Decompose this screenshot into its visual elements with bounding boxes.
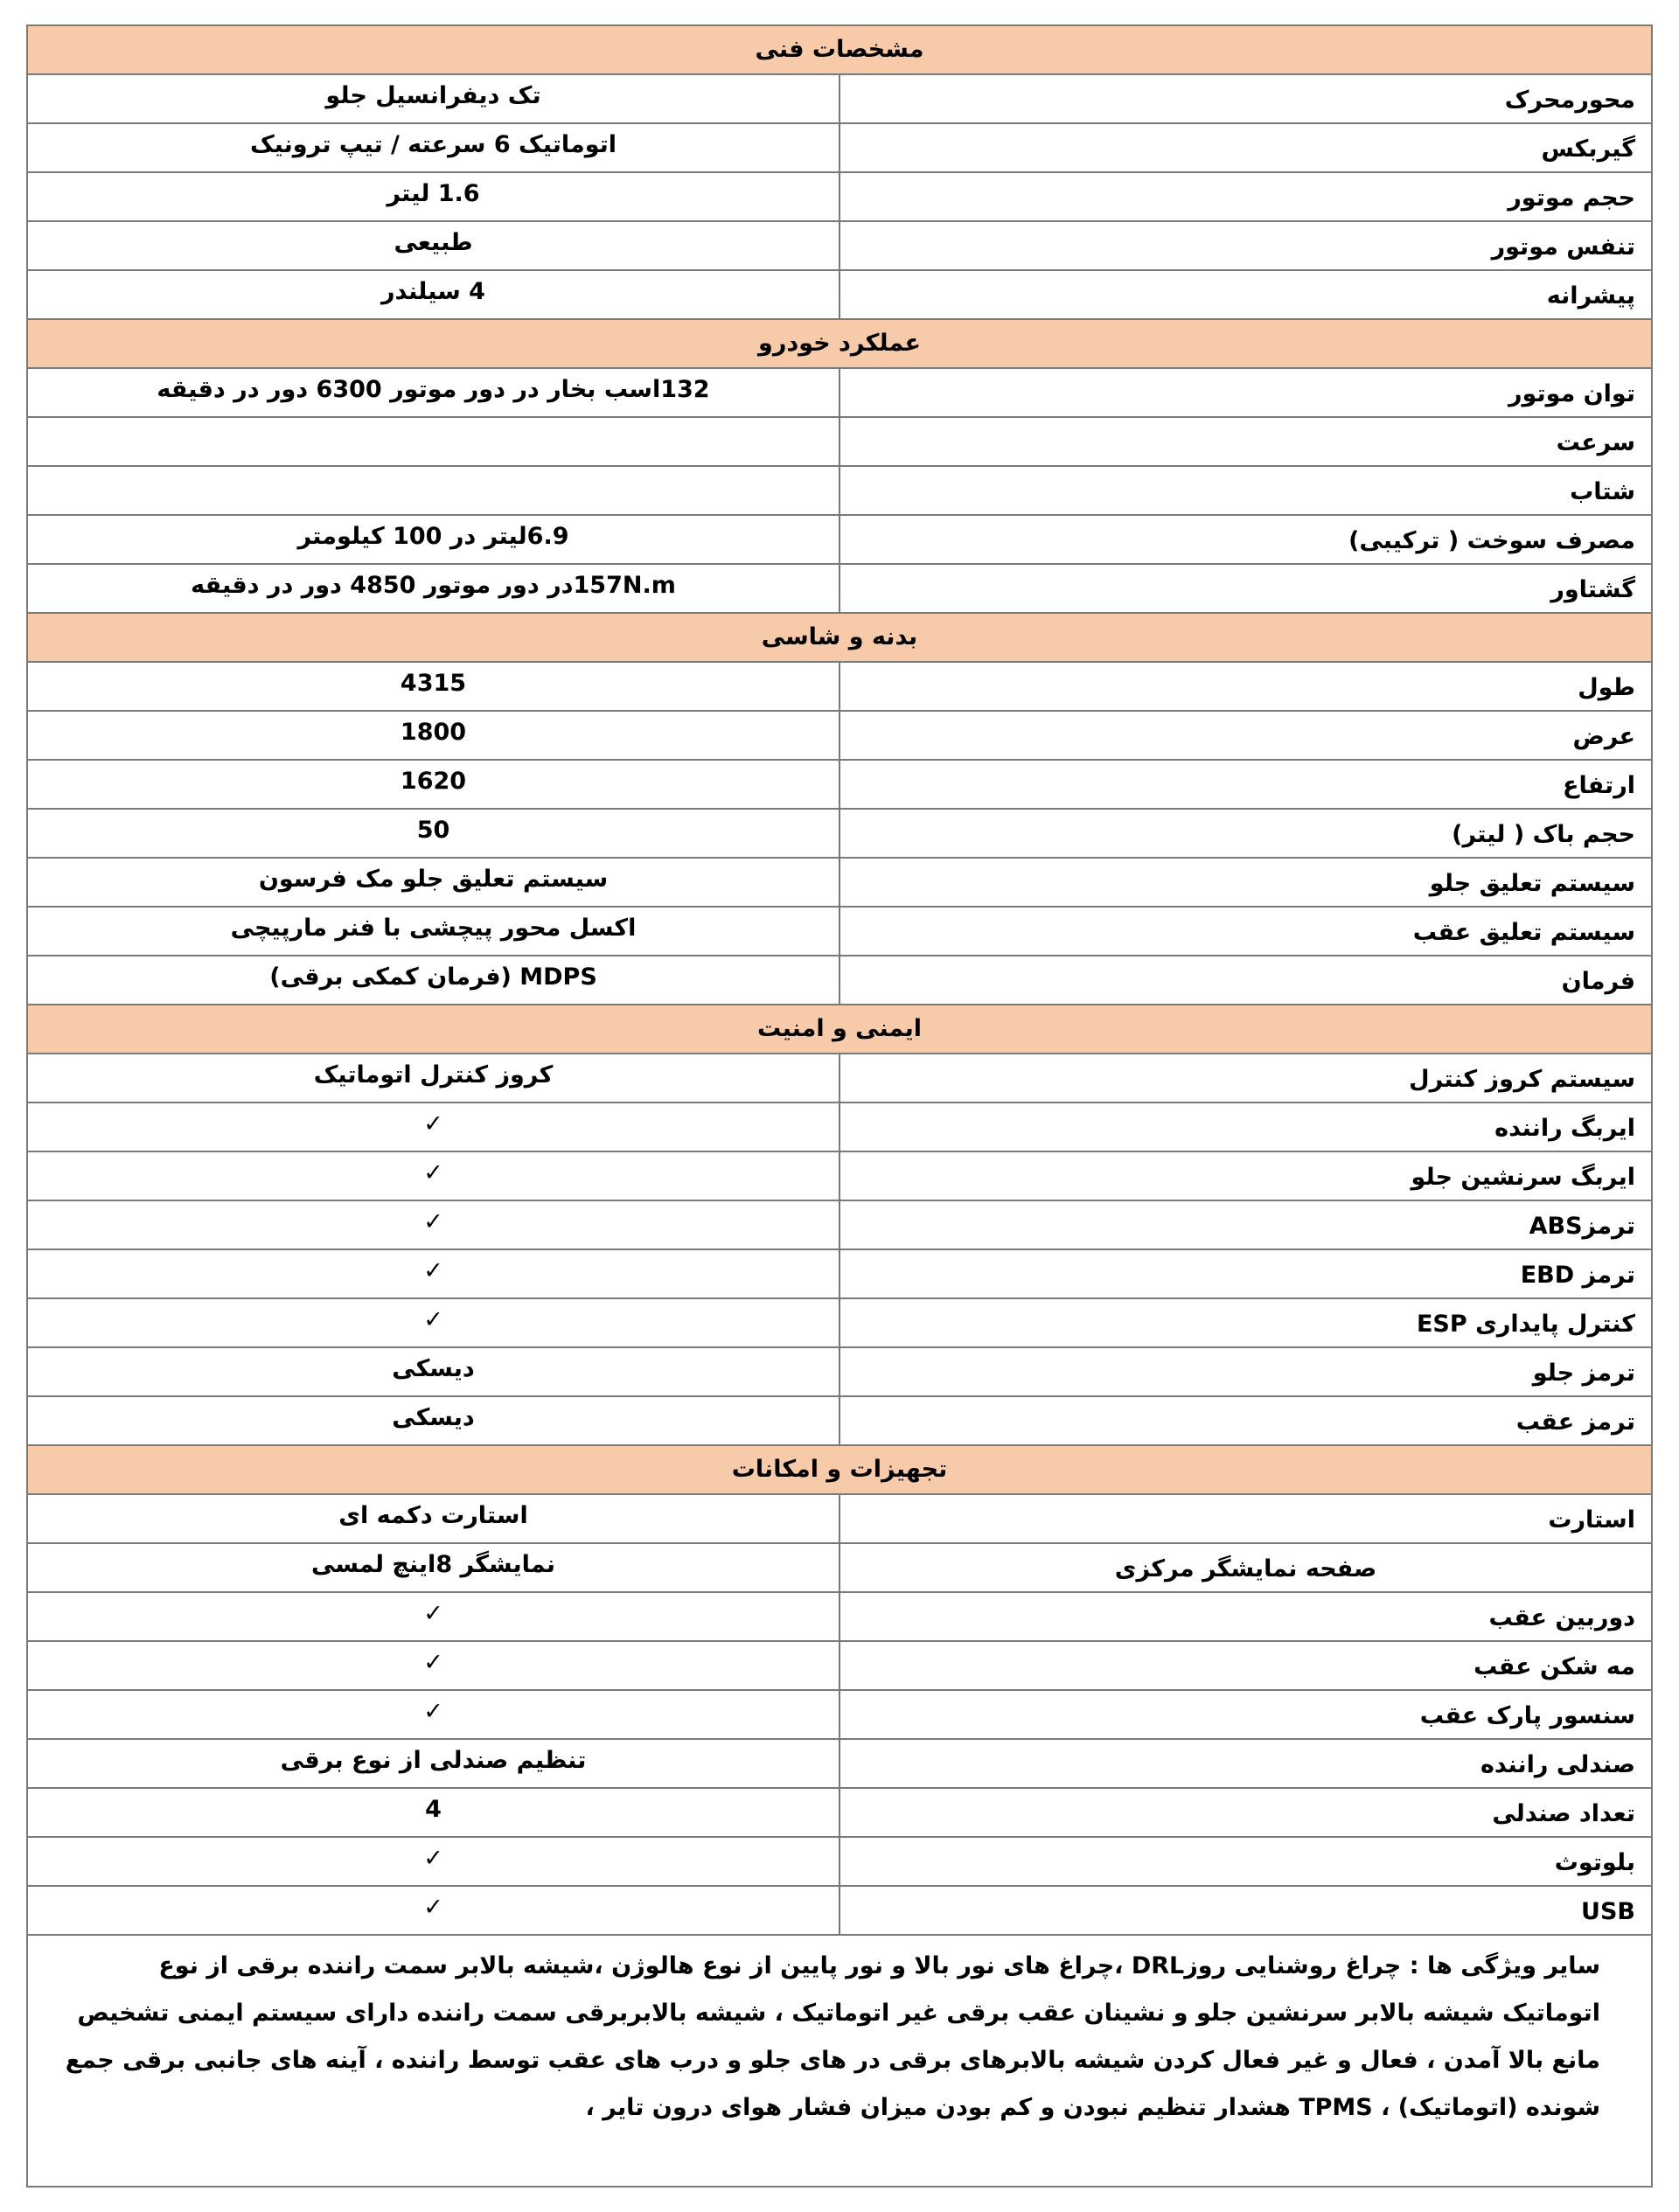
section-header-row xyxy=(27,613,1652,662)
spec-label: تعداد صندلی xyxy=(840,1788,1652,1837)
spec-row xyxy=(27,1494,1652,1543)
spec-row xyxy=(27,1347,1652,1396)
spec-row xyxy=(27,221,1652,270)
checkmark-icon: ✓ xyxy=(27,1837,840,1886)
spec-label: مصرف سوخت ( ترکیبی) xyxy=(840,515,1652,564)
spec-row xyxy=(27,515,1652,564)
spec-label: محورمحرک xyxy=(840,74,1652,123)
spec-value: 1620 xyxy=(27,760,840,809)
spec-label: توان موتور xyxy=(840,368,1652,417)
spec-label: مه شکن عقب xyxy=(840,1641,1652,1690)
spec-row xyxy=(27,662,1652,711)
spec-row xyxy=(27,1200,1652,1249)
spec-label: سیستم تعلیق عقب xyxy=(840,907,1652,956)
section-title: تجهیزات و امکانات xyxy=(27,1445,1652,1494)
spec-row xyxy=(27,564,1652,613)
section-title: ایمنی و امنیت xyxy=(27,1005,1652,1054)
section-header-row xyxy=(27,319,1652,368)
spec-row xyxy=(27,1298,1652,1347)
spec-row xyxy=(27,1739,1652,1788)
spec-label: دوربین عقب xyxy=(840,1592,1652,1641)
spec-label: پیشرانه xyxy=(840,270,1652,319)
spec-value: تنظیم صندلی از نوع برقی xyxy=(27,1739,840,1788)
spec-label: صندلی راننده xyxy=(840,1739,1652,1788)
spec-row xyxy=(27,1103,1652,1151)
spec-label: ترمزABS xyxy=(840,1200,1652,1249)
spec-row xyxy=(27,1543,1652,1592)
spec-value: 4 xyxy=(27,1788,840,1837)
spec-row xyxy=(27,809,1652,858)
spec-value xyxy=(27,417,840,466)
spec-value: 1800 xyxy=(27,711,840,760)
checkmark-icon: ✓ xyxy=(27,1641,840,1690)
spec-row xyxy=(27,907,1652,956)
spec-value: دیسکی xyxy=(27,1396,840,1445)
section-header-row xyxy=(27,25,1652,74)
spec-label: فرمان xyxy=(840,956,1652,1005)
spec-row xyxy=(27,417,1652,466)
spec-row xyxy=(27,1641,1652,1690)
spec-label: ترمز عقب xyxy=(840,1396,1652,1445)
spec-value: 4 سیلندر xyxy=(27,270,840,319)
spec-value: دیسکی xyxy=(27,1347,840,1396)
spec-value: تک دیفرانسیل جلو xyxy=(27,74,840,123)
spec-value: استارت دکمه ای xyxy=(27,1494,840,1543)
spec-row xyxy=(27,956,1652,1005)
spec-label: تنفس موتور xyxy=(840,221,1652,270)
checkmark-icon: ✓ xyxy=(27,1103,840,1151)
spec-label: سیستم تعلیق جلو xyxy=(840,858,1652,907)
spec-label: ترمز جلو xyxy=(840,1347,1652,1396)
spec-label: عرض xyxy=(840,711,1652,760)
spec-row xyxy=(27,172,1652,221)
spec-label: ارتفاع xyxy=(840,760,1652,809)
spec-label: طول xyxy=(840,662,1652,711)
spec-row xyxy=(27,1690,1652,1739)
spec-row xyxy=(27,760,1652,809)
checkmark-icon: ✓ xyxy=(27,1592,840,1641)
spec-value: 4315 xyxy=(27,662,840,711)
checkmark-icon: ✓ xyxy=(27,1249,840,1298)
spec-value: 132اسب بخار در دور موتور 6300 دور در دقیقه xyxy=(27,368,840,417)
spec-label: ترمز EBD xyxy=(840,1249,1652,1298)
spec-value: سیستم تعلیق جلو مک فرسون xyxy=(27,858,840,907)
spec-row xyxy=(27,466,1652,515)
spec-row xyxy=(27,123,1652,172)
spec-row xyxy=(27,1249,1652,1298)
spec-label: سیستم کروز کنترل xyxy=(840,1054,1652,1103)
spec-label: گشتاور xyxy=(840,564,1652,613)
notes-row xyxy=(27,1935,1652,2187)
spec-value xyxy=(27,466,840,515)
spec-value: 50 xyxy=(27,809,840,858)
other-features-notes: سایر ویژگی ها : چراغ روشنایی روزDRL ،چراغ های نور بالا و نور پایین از نوع هالوژن ،شیشه بالابر سمت راننده برقی از نوع اتوماتیک شیشه بالابر سرنشین جلو و نشینان عقب برقی غیر اتوماتیک ، شیشه بالابربرقی سمت راننده دارای سیستم ایمنی تشخیص مانع بالا آمدن ، فعال و غیر فعال کردن شیشه بالابرهای برقی در های جلو و درب های عقب توسط راننده ، آینه های جانبی برقی جمع شونده (اتوماتیک) ، TPMS هشدار تنظیم نبودن و کم بودن میزان فشار هوای درون تایر ، xyxy=(27,1935,1652,2187)
spec-row xyxy=(27,74,1652,123)
spec-row xyxy=(27,1837,1652,1886)
spec-value: 157N.mدر دور موتور 4850 دور در دقیقه xyxy=(27,564,840,613)
spec-label: حجم موتور xyxy=(840,172,1652,221)
spec-value: اتوماتیک 6 سرعته / تیپ ترونیک xyxy=(27,123,840,172)
checkmark-icon: ✓ xyxy=(27,1298,840,1347)
spec-row xyxy=(27,1788,1652,1837)
spec-value: نمایشگر 8اینچ لمسی xyxy=(27,1543,840,1592)
section-header-row xyxy=(27,1005,1652,1054)
checkmark-icon: ✓ xyxy=(27,1200,840,1249)
spec-row xyxy=(27,368,1652,417)
spec-value: کروز کنترل اتوماتیک xyxy=(27,1054,840,1103)
spec-label: شتاب xyxy=(840,466,1652,515)
checkmark-icon: ✓ xyxy=(27,1151,840,1200)
spec-value: MDPS (فرمان کمکی برقی) xyxy=(27,956,840,1005)
spec-row xyxy=(27,1054,1652,1103)
spec-label: USB xyxy=(840,1886,1652,1935)
spec-row xyxy=(27,1396,1652,1445)
spec-value: طبیعی xyxy=(27,221,840,270)
section-header-row xyxy=(27,1445,1652,1494)
specs-sheet xyxy=(26,24,1653,2188)
spec-label: ایربگ سرنشین جلو xyxy=(840,1151,1652,1200)
spec-label: صفحه نمایشگر مرکزی xyxy=(840,1543,1652,1592)
section-title: عملکرد خودرو xyxy=(27,319,1652,368)
specs-table xyxy=(26,24,1653,2188)
section-title: بدنه و شاسی xyxy=(27,613,1652,662)
spec-row xyxy=(27,1151,1652,1200)
spec-label: کنترل پایداری ESP xyxy=(840,1298,1652,1347)
spec-label: حجم باک ( لیتر) xyxy=(840,809,1652,858)
spec-label: ایربگ راننده xyxy=(840,1103,1652,1151)
spec-value: اکسل محور پیچشی با فنر مارپیچی xyxy=(27,907,840,956)
spec-label: سرعت xyxy=(840,417,1652,466)
spec-row xyxy=(27,1592,1652,1641)
specs-table-body xyxy=(27,25,1652,2187)
section-title: مشخصات فنی xyxy=(27,25,1652,74)
spec-label: استارت xyxy=(840,1494,1652,1543)
checkmark-icon: ✓ xyxy=(27,1886,840,1935)
spec-row xyxy=(27,270,1652,319)
spec-value: 1.6 لیتر xyxy=(27,172,840,221)
checkmark-icon: ✓ xyxy=(27,1690,840,1739)
spec-row xyxy=(27,1886,1652,1935)
spec-value: 6.9لیتر در 100 کیلومتر xyxy=(27,515,840,564)
spec-label: بلوتوث xyxy=(840,1837,1652,1886)
spec-label: گیربکس xyxy=(840,123,1652,172)
spec-row xyxy=(27,711,1652,760)
spec-row xyxy=(27,858,1652,907)
spec-label: سنسور پارک عقب xyxy=(840,1690,1652,1739)
